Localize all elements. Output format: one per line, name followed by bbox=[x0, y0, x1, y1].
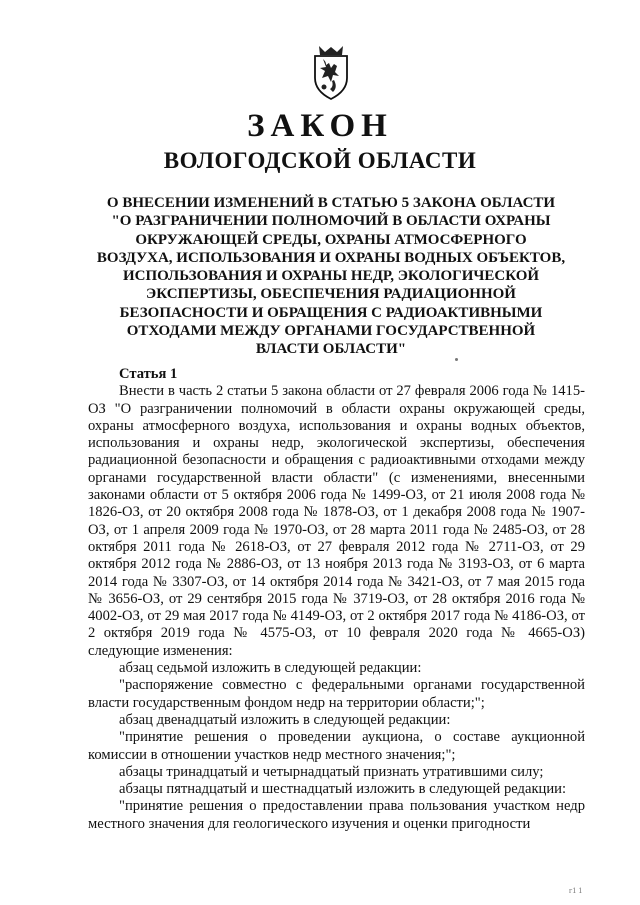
article-heading: Статья 1 bbox=[119, 366, 178, 382]
article-paragraph: абзацы пятнадцатый и шестнадцатый изложить в следующей редакции: bbox=[119, 781, 567, 798]
article-paragraph: Внести в часть 2 статьи 5 закона области от 27 февраля 2006 года № 1415-ОЗ "О разграничении полномочий в области охраны окружающей среды, охраны атмосферного воздуха, использования и охраны водных объектов, использования и охраны недр, экологической экспертизы, обеспечения радиационной безопасности и обращения с радиоактивными отходами между органами государственной власти области" (с изменениями, внесенными законами области от 5 октября 2006 года № 1499-ОЗ, от 21 июля 2008 года № 1826-ОЗ, от 20 октября 2008 года № 1878-ОЗ, от 1 декабря 2008 года № 1907-ОЗ, от 1 апреля 2009 года № 1970-ОЗ, от 28 марта 2011 года № 2485-ОЗ, от 28 октября 2011 года № 2618-ОЗ, от 27 февраля 2012 года № 2711-ОЗ, от 29 октября 2012 года № 2886-ОЗ, от 13 ноября 2013 года № 3193-ОЗ, от 6 марта 2014 года № 3307-ОЗ, от 14 октября 2014 года № 3421-ОЗ, от 7 мая 2015 года № 3656-ОЗ, от 29 сентября 2015 года № 3719-ОЗ, от 28 октября 2016 года № 4002-ОЗ, от 29 мая 2017 года № 4149-ОЗ, от 2 октября 2017 года № 4186-ОЗ, от 2 октября 2019 года № 4575-ОЗ, от 10 февраля 2020 года № 4665-ОЗ) следующие изменения: bbox=[88, 383, 585, 659]
law-title: О ВНЕСЕНИИ ИЗМЕНЕНИЙ В СТАТЬЮ 5 ЗАКОНА ОБЛАСТИ "О РАЗГРАНИЧЕНИИ ПОЛНОМОЧИЙ В ОБЛАСТИ ОХРАНЫ ОКРУЖАЮЩЕЙ СРЕДЫ, ОХРАНЫ АТМОСФЕРНОГО ВОЗДУХА, ИСПОЛЬЗОВАНИЯ И ОХРАНЫ ВОДНЫХ ОБЪЕКТОВ, ИСПОЛЬЗОВАНИЯ И ОХРАНЫ НЕДР, ЭКОЛОГИЧЕСКОЙ ЭКСПЕРТИЗЫ, ОБЕСПЕЧЕНИЯ РАДИАЦИОННОЙ БЕЗОПАСНОСТИ И ОБРАЩЕНИЯ С РАДИОАКТИВНЫМИ ОТХОДАМИ МЕЖДУ ОРГАНАМИ ГОСУДАРСТВЕННОЙ ВЛАСТИ ОБЛАСТИ" bbox=[96, 195, 566, 358]
article-paragraph: "распоряжение совместно с федеральными органами государственной власти государственным фондом недр на территории области;"; bbox=[88, 677, 585, 711]
law-word-heading: ЗАКОН bbox=[247, 108, 393, 144]
article-body bbox=[88, 366, 585, 833]
article-paragraph: "принятие решения о проведении аукциона, о составе аукционной комиссии в отношении участков недр местного значения;"; bbox=[88, 729, 585, 763]
article-paragraph: абзацы тринадцатый и четырнадцатый признать утратившими силу; bbox=[119, 763, 544, 780]
region-heading: ВОЛОГОДСКОЙ ОБЛАСТИ bbox=[163, 148, 477, 173]
vologda-coat-of-arms-icon bbox=[309, 42, 353, 100]
article-paragraph: "принятие решения о предоставлении права пользования участком недр местного значения для геологического изучения и оценки пригодности bbox=[88, 798, 585, 832]
article-paragraph: абзац двенадцатый изложить в следующей редакции: bbox=[119, 711, 451, 728]
page-mark: г1 1 bbox=[569, 886, 583, 895]
scan-speck bbox=[455, 358, 458, 361]
article-paragraph: абзац седьмой изложить в следующей редакции: bbox=[119, 660, 422, 677]
